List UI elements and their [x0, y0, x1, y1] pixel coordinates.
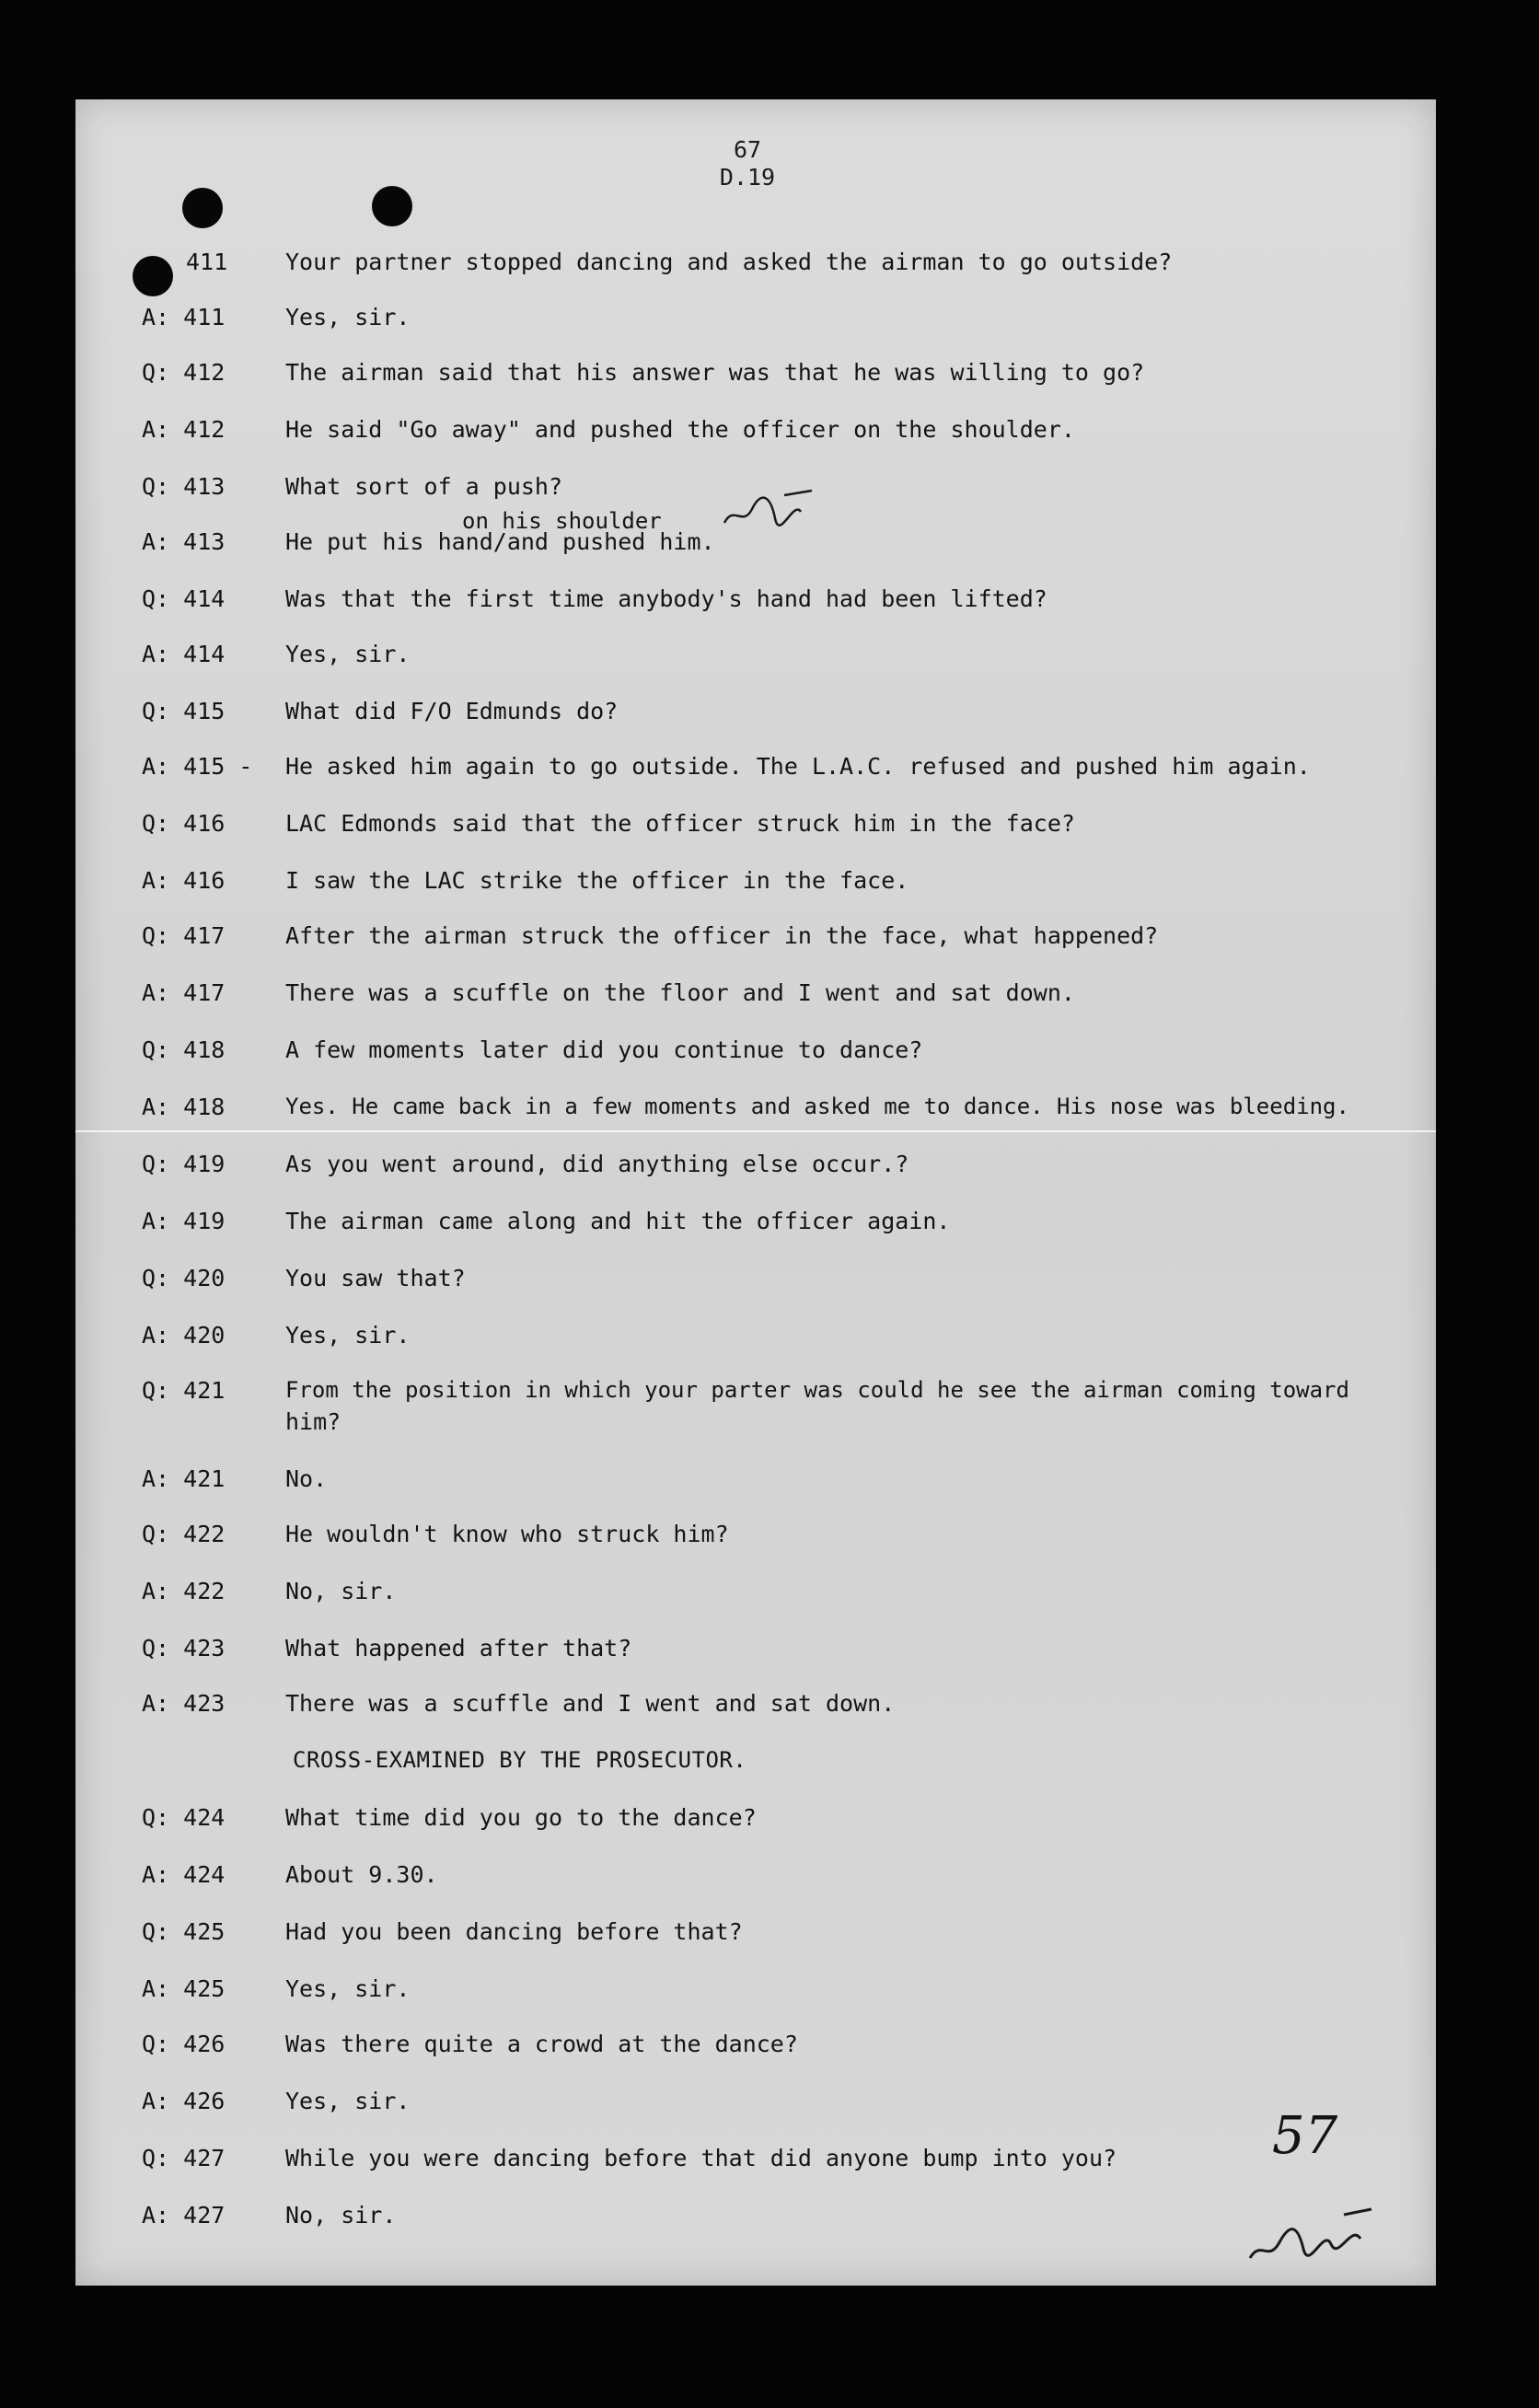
entry-q426	[75, 2031, 1436, 2067]
entry-text: Yes, sir.	[285, 2088, 411, 2114]
entry-a415	[75, 753, 1436, 790]
entry-label: Q: 421	[142, 1377, 226, 1404]
entry-text: You saw that?	[285, 1265, 466, 1291]
entry-label: A: 415 -	[142, 753, 253, 780]
entry-text: Had you been dancing before that?	[285, 1918, 743, 1945]
entry-label: Q: 423	[142, 1635, 226, 1661]
entry-text: What time did you go to the dance?	[285, 1804, 757, 1831]
punch-hole-top-left	[182, 188, 223, 228]
entry-label: 411	[186, 249, 228, 275]
entry-text: He said "Go away" and pushed the officer on the shoulder.	[285, 416, 1075, 443]
entry-text: He put his hand/and pushed him.	[285, 528, 715, 555]
entry-text: The airman said that his answer was that he was willing to go?	[285, 359, 1145, 386]
entry-label: A: 423	[142, 1690, 226, 1717]
entry-q412	[75, 359, 1436, 396]
entry-a423	[75, 1690, 1436, 1727]
entry-text: What happened after that?	[285, 1635, 632, 1661]
entry-a421	[75, 1465, 1436, 1502]
entry-text: Yes, sir.	[285, 304, 411, 330]
entry-q423	[75, 1635, 1436, 1672]
entry-text-continued: him?	[285, 1408, 341, 1435]
entry-text: I saw the LAC strike the officer in the face.	[285, 867, 909, 894]
entry-q424	[75, 1804, 1436, 1841]
entry-411	[75, 249, 1436, 285]
entry-text: About 9.30.	[285, 1861, 438, 1888]
entry-label: A: 418	[142, 1094, 226, 1120]
entry-label: A: 421	[142, 1465, 226, 1492]
entry-label: Q: 425	[142, 1918, 226, 1945]
entry-label: Q: 418	[142, 1036, 226, 1063]
entry-label: Q: 420	[142, 1265, 226, 1291]
entry-text: What sort of a push?	[285, 473, 563, 500]
entry-q427	[75, 2145, 1436, 2182]
entry-q418	[75, 1036, 1436, 1073]
entry-text: No.	[285, 1465, 328, 1492]
entry-text: There was a scuffle on the floor and I went and sat down.	[285, 979, 1075, 1006]
entry-a412	[75, 416, 1436, 453]
entry-a417	[75, 979, 1436, 1016]
entry-text: As you went around, did anything else occur.?	[285, 1151, 909, 1177]
entry-q417	[75, 922, 1436, 959]
entry-label: A: 414	[142, 641, 226, 667]
entry-a411	[75, 304, 1436, 341]
entry-q419	[75, 1151, 1436, 1187]
entry-label: A: 422	[142, 1578, 226, 1604]
entry-a425	[75, 1975, 1436, 2012]
entry-a416	[75, 867, 1436, 904]
entry-text: LAC Edmonds said that the officer struck him in the face?	[285, 810, 1075, 837]
entry-label: A: 412	[142, 416, 226, 443]
entry-text: Yes. He came back in a few moments and asked me to dance. His nose was bleeding.	[285, 1094, 1349, 1119]
entry-a414	[75, 641, 1436, 677]
entry-q420	[75, 1265, 1436, 1302]
entry-label: A: 416	[142, 867, 226, 894]
entry-q421	[75, 1377, 1436, 1447]
exhibit-label: D.19	[719, 164, 776, 191]
interlinear-insertion: on his shoulder	[462, 508, 662, 534]
entry-label: A: 419	[142, 1208, 226, 1234]
entry-text: He asked him again to go outside. The L.A.C. refused and pushed him again.	[285, 753, 1311, 780]
entry-text: Was there quite a crowd at the dance?	[285, 2031, 798, 2057]
entry-a420	[75, 1322, 1436, 1359]
entry-text: No, sir.	[285, 1578, 397, 1604]
entry-text: There was a scuffle and I went and sat down.	[285, 1690, 896, 1717]
entry-text: He wouldn't know who struck him?	[285, 1521, 729, 1547]
entry-label: A: 426	[142, 2088, 226, 2114]
entry-text: Yes, sir.	[285, 1322, 411, 1349]
entry-label: Q: 419	[142, 1151, 226, 1177]
document-page	[75, 99, 1436, 2286]
entry-a422	[75, 1578, 1436, 1615]
entry-a419	[75, 1208, 1436, 1245]
entry-q414	[75, 585, 1436, 622]
entry-label: Q: 416	[142, 810, 226, 837]
entry-text: After the airman struck the officer in the face, what happened?	[285, 922, 1159, 949]
fold-line	[75, 1130, 1436, 1132]
entry-label: A: 424	[142, 1861, 226, 1888]
entry-label: Q: 424	[142, 1804, 226, 1831]
entry-text: What did F/O Edmunds do?	[285, 698, 619, 724]
entry-label: A: 425	[142, 1975, 226, 2002]
punch-hole-top-middle	[372, 186, 412, 226]
entry-label: A: 427	[142, 2202, 226, 2229]
entry-text: The airman came along and hit the officer again.	[285, 1208, 951, 1234]
entry-text: Your partner stopped dancing and asked the airman to go outside?	[285, 249, 1173, 275]
handwritten-initials-413	[720, 486, 821, 532]
entry-q425	[75, 1918, 1436, 1955]
entry-label: Q: 412	[142, 359, 226, 386]
entry-a418	[75, 1094, 1436, 1130]
entry-text: Was that the first time anybody's hand had been lifted?	[285, 585, 1047, 612]
page-number: 67	[733, 136, 762, 163]
entry-q422	[75, 1521, 1436, 1557]
section-heading: CROSS-EXAMINED BY THE PROSECUTOR.	[293, 1747, 747, 1773]
entry-a426	[75, 2088, 1436, 2124]
entry-label: Q: 426	[142, 2031, 226, 2057]
entry-a424	[75, 1861, 1436, 1898]
handwritten-initials-bottom	[1243, 2207, 1390, 2272]
entry-text: A few moments later did you continue to dance?	[285, 1036, 923, 1063]
entry-label: A: 411	[142, 304, 226, 330]
entry-text: Yes, sir.	[285, 641, 411, 667]
entry-label: Q: 417	[142, 922, 226, 949]
entry-text: Yes, sir.	[285, 1975, 411, 2002]
entry-q416	[75, 810, 1436, 847]
entry-a413	[75, 528, 1436, 565]
entry-label: A: 413	[142, 528, 226, 555]
entry-label: Q: 413	[142, 473, 226, 500]
entry-a427	[75, 2202, 1436, 2239]
entry-text: From the position in which your parter was could he see the airman coming toward	[285, 1377, 1349, 1403]
entry-text: No, sir.	[285, 2202, 397, 2229]
entry-label: Q: 415	[142, 698, 226, 724]
entry-label: Q: 414	[142, 585, 226, 612]
entry-label: Q: 427	[142, 2145, 226, 2171]
entry-label: A: 420	[142, 1322, 226, 1349]
entry-q415	[75, 698, 1436, 735]
entry-text: While you were dancing before that did anyone bump into you?	[285, 2145, 1117, 2171]
entry-label: Q: 422	[142, 1521, 226, 1547]
handwritten-page-number: 57	[1272, 2106, 1338, 2166]
entry-label: A: 417	[142, 979, 226, 1006]
